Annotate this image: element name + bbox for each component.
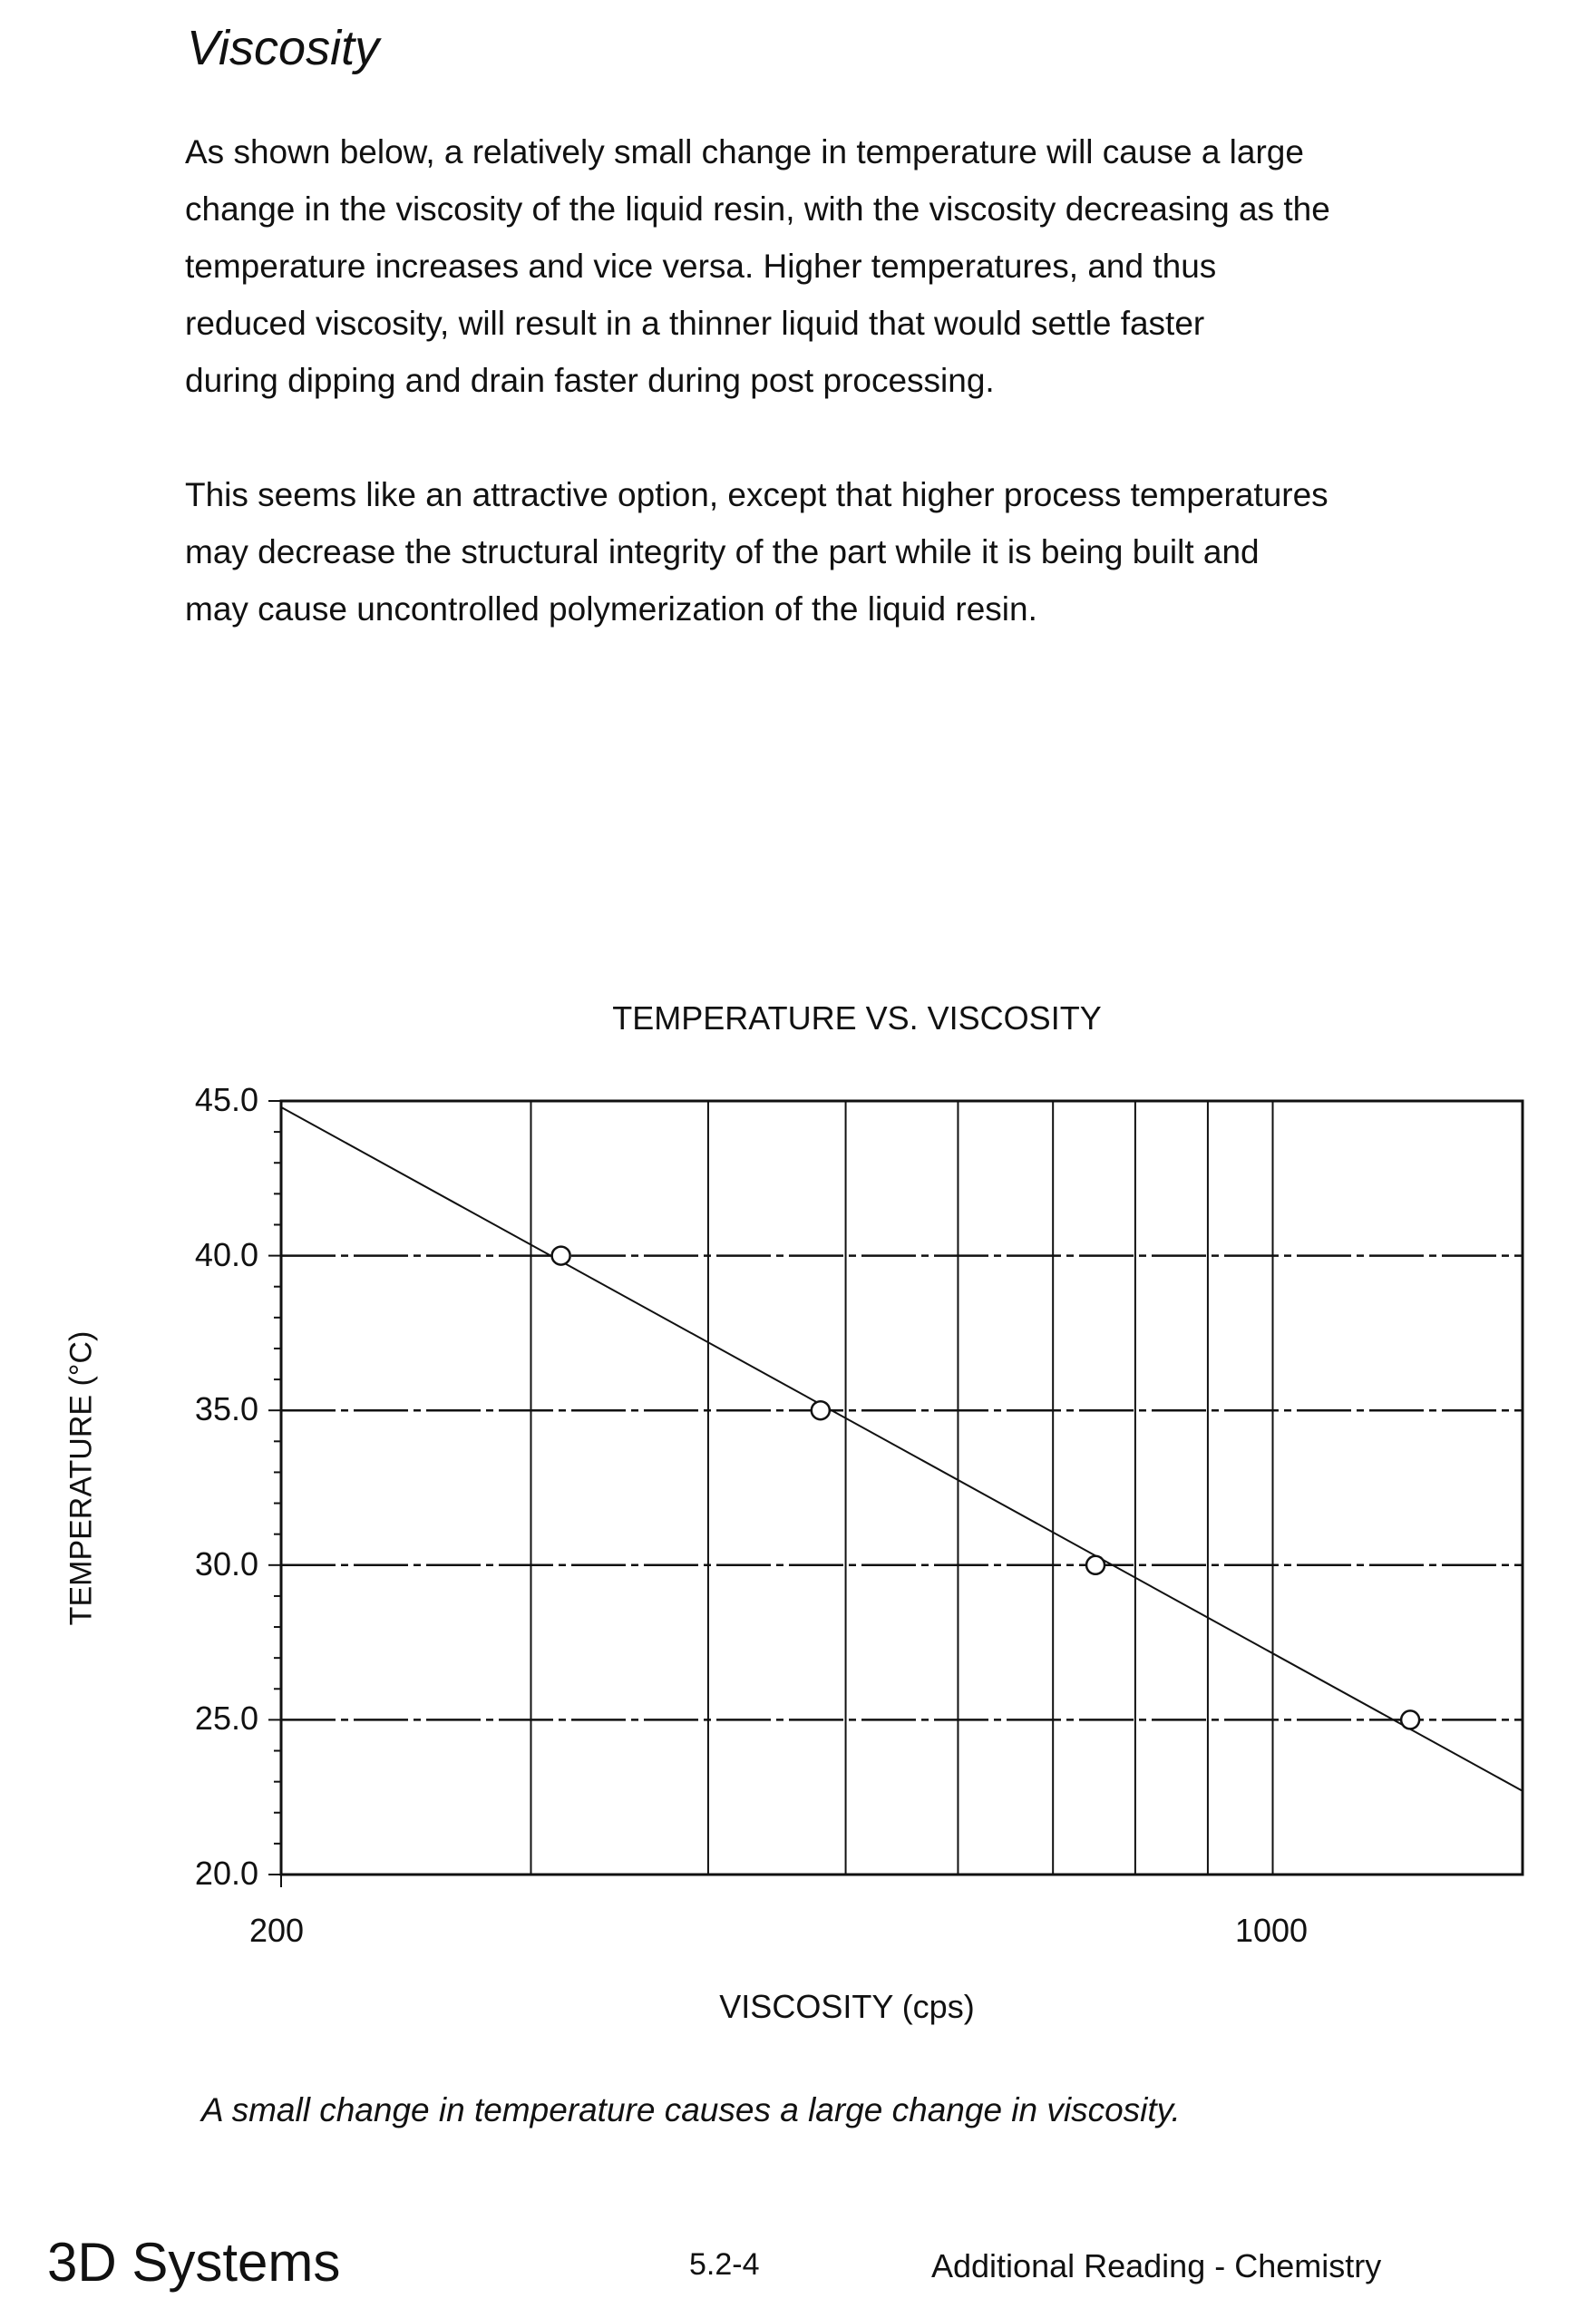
text-line: may cause uncontrolled polymerization of the liquid resin.	[185, 580, 1328, 638]
data-point	[552, 1247, 570, 1265]
y-tick-label: 45.0	[163, 1081, 258, 1119]
figure-caption: A small change in temperature causes a large change in viscosity.	[201, 2091, 1181, 2129]
y-tick-label: 35.0	[163, 1390, 258, 1428]
page-heading: Viscosity	[187, 20, 379, 76]
data-point	[812, 1401, 830, 1419]
page-number: 5.2-4	[689, 2247, 760, 2283]
x-axis-label: VISCOSITY (cps)	[0, 1988, 1596, 2026]
text-line: As shown below, a relatively small change in temperature will cause a large	[185, 123, 1330, 180]
y-tick-label: 25.0	[163, 1700, 258, 1738]
y-tick-label: 40.0	[163, 1236, 258, 1274]
footer-brand: 3D Systems	[47, 2231, 340, 2294]
text-line: This seems like an attractive option, except that higher process temperatures	[185, 466, 1328, 523]
y-axis-label: TEMPERATURE (°C)	[64, 1331, 100, 1626]
text-line: reduced viscosity, will result in a thinner liquid that would settle faster	[185, 295, 1330, 352]
text-line: may decrease the structural integrity of the part while it is being built and	[185, 523, 1328, 580]
chart-title: TEMPERATURE VS. VISCOSITY	[0, 999, 1596, 1037]
data-point	[1086, 1556, 1105, 1574]
plot-frame	[281, 1101, 1523, 1875]
fit-line	[281, 1107, 1523, 1791]
x-tick-label: 200	[186, 1912, 367, 1950]
x-tick-label: 1000	[1181, 1912, 1362, 1950]
data-point	[1401, 1710, 1419, 1729]
y-tick-label: 20.0	[163, 1855, 258, 1893]
section-name: Additional Reading - Chemistry	[931, 2247, 1381, 2285]
text-line: during dipping and drain faster during post processing.	[185, 352, 1330, 409]
y-tick-label: 30.0	[163, 1545, 258, 1583]
chart	[0, 0, 1596, 2318]
text-line: change in the viscosity of the liquid resin, with the viscosity decreasing as the	[185, 180, 1330, 238]
text-line: temperature increases and vice versa. Higher temperatures, and thus	[185, 238, 1330, 295]
